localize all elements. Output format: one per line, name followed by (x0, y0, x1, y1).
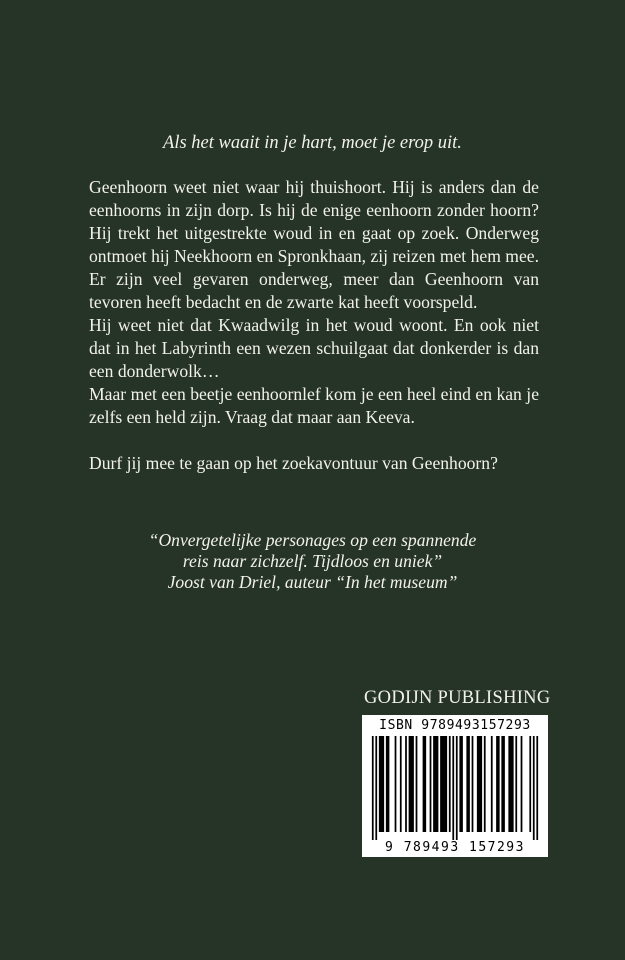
barcode-bar (496, 736, 500, 832)
barcode-bar (536, 736, 538, 840)
barcode-bar (416, 736, 418, 832)
blurb (89, 176, 539, 475)
blurb-paragraph-2: Hij weet niet dat Kwaadwilg in het woud woont. En ook niet dat in het Labyrinth een wezen schuilgaat dat donkerder is dan een donderwolk… (89, 315, 539, 381)
closing-question: Durf jij mee te gaan op het zoekavontuur van Geenhoorn? (89, 453, 498, 473)
barcode-bar (386, 736, 390, 832)
barcode-bar (433, 736, 438, 832)
barcode-bar (395, 736, 397, 832)
barcode-bar (515, 736, 517, 832)
barcode-bar (449, 736, 451, 832)
barcode-bar (521, 736, 523, 832)
barcode-bar (508, 736, 513, 832)
barcode-bar (372, 736, 374, 840)
barcode-bar (430, 736, 432, 832)
quote-attribution: Joost van Driel, auteur “In het museum” (167, 572, 458, 592)
tagline: Als het waait in je hart, moet je erop uit. (163, 133, 462, 153)
barcode-bar (400, 736, 402, 832)
isbn-digits: 9 789493 157293 (385, 840, 525, 855)
barcode-bar (501, 736, 505, 832)
isbn-barcode (362, 715, 548, 857)
blurb-paragraph-1: Geenhoorn weet niet waar hij thuishoort. Hij is anders dan de eenhoorns in zijn dorp. Is hij de enige eenhoorn zonder hoorn? Hij trekt het uitgestrekte woud in en gaat op zoek. Onderweg ontmoet hij Neekhoorn en Spronkhaan, zij reizen met hem mee. Er zijn veel gevaren onderweg, meer dan Geenhoorn van tevoren heeft bedacht en de zwarte kat heeft voorspeld. (89, 177, 539, 312)
barcode-bar (459, 736, 463, 832)
review-quote (0, 530, 625, 593)
barcode-bar (375, 736, 377, 840)
barcode-bar (409, 736, 414, 832)
barcode-bar (456, 736, 458, 840)
quote-line-1: “Onvergetelijke personages op een spannende (148, 530, 477, 550)
barcode-bar (466, 736, 470, 832)
blurb-paragraph-3: Maar met een beetje eenhoornlef kom je een heel eind en kan je zelfs een held zijn. Vraag dat maar aan Keeva. (89, 384, 539, 427)
barcode-bar (379, 736, 384, 832)
barcode-bar (477, 736, 482, 832)
paragraph-spacer (89, 429, 539, 452)
barcode-bar (423, 736, 427, 832)
barcode-bar (529, 736, 531, 832)
isbn-label: ISBN 9789493157293 (379, 718, 531, 733)
barcode-bar (533, 736, 535, 840)
barcode-bar (491, 736, 493, 832)
barcode-bar (405, 736, 407, 832)
barcode-bar (472, 736, 474, 832)
quote-line-2: reis naar zichzelf. Tijdloos en uniek” (182, 551, 443, 571)
publisher-name: GODIJN PUBLISHING (364, 688, 551, 708)
barcode-bars (362, 715, 548, 857)
barcode-bar (452, 736, 454, 840)
barcode-bar (440, 736, 447, 832)
barcode-bar (484, 736, 486, 832)
